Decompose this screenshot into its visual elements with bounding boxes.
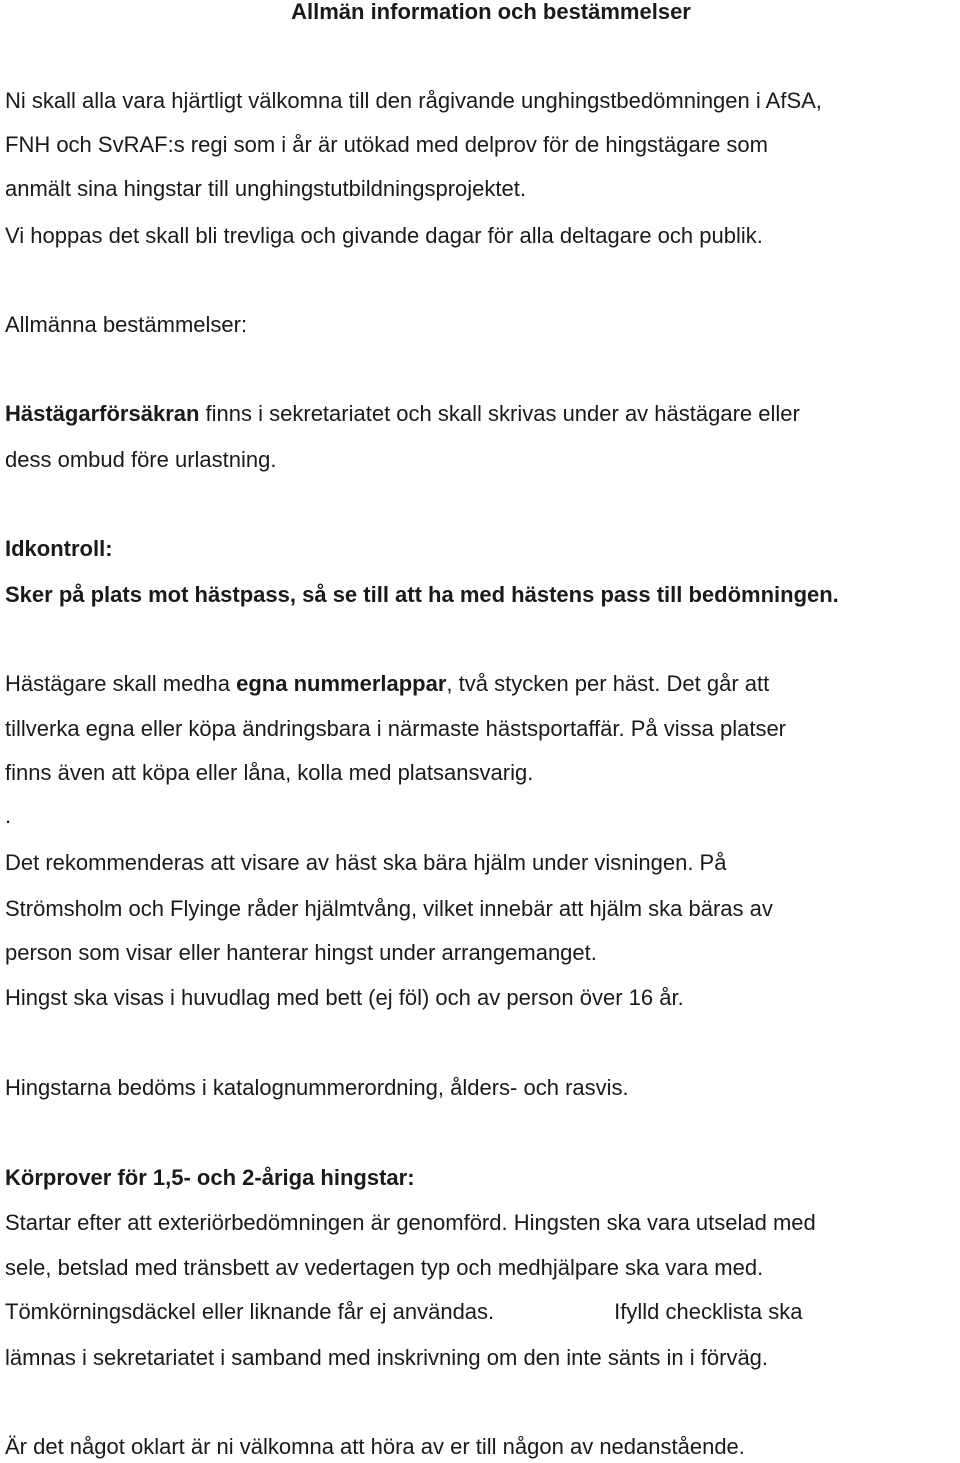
numbers-dot: .	[5, 803, 12, 828]
helmet-line: person som visar eller hanterar hingst under arrangemanget.	[5, 940, 597, 965]
insurance-line	[5, 400, 800, 428]
driving-line: sele, betslad med tränsbett av vedertagen typ och medhjälpare ska vara med.	[5, 1255, 764, 1280]
driving-line-3	[5, 1298, 802, 1326]
numbers-line-2: tillverka egna eller köpa ändringsbara i närmaste hästsportaffär. På vissa platser	[5, 716, 787, 741]
helmet-line: Strömsholm och Flyinge råder hjälmtvång, vilket innebär att hjälm ska bäras av	[5, 896, 773, 921]
driving-line-3b: Ifylld checklista ska	[614, 1299, 803, 1324]
intro-line: Vi hoppas det skall bli trevliga och givande dagar för alla deltagare och publik.	[5, 223, 763, 248]
id-control-heading: Idkontroll:	[5, 536, 113, 561]
helmet-line: Det rekommenderas att visare av häst ska bära hjälm under visningen. På	[5, 850, 727, 875]
insurance-line-2: dess ombud före urlastning.	[5, 447, 277, 472]
helmet-line: Hingst ska visas i huvudlag med bett (ej föl) och av person över 16 år.	[5, 985, 684, 1010]
order-text: Hingstarna bedöms i katalognummerordning, ålders- och rasvis.	[5, 1075, 629, 1100]
driving-line: Startar efter att exteriörbedömningen är genomförd. Hingsten ska vara utselad med	[5, 1210, 816, 1235]
general-heading: Allmänna bestämmelser:	[5, 312, 248, 337]
numbers-line-3: finns även att köpa eller låna, kolla med platsansvarig.	[5, 760, 534, 785]
driving-heading: Körprover för 1,5- och 2-åriga hingstar:	[5, 1165, 415, 1190]
closing-text: Är det något oklart är ni välkomna att höra av er till någon av nedanstående.	[5, 1434, 745, 1459]
intro-line: FNH och SvRAF:s regi som i år är utökad med delprov för de hingstägare som	[5, 132, 768, 157]
intro-line: anmält sina hingstar till unghingstutbildningsprojektet.	[5, 176, 526, 201]
numbers-post: , två stycken per häst. Det går att	[446, 671, 770, 696]
insurance-term: Hästägarförsäkran	[5, 401, 200, 426]
numbers-term: egna nummerlappar	[236, 671, 447, 696]
driving-line: lämnas i sekretariatet i samband med inskrivning om den inte sänts in i förväg.	[5, 1345, 769, 1370]
numbers-pre: Hästägare skall medha	[5, 671, 237, 696]
driving-line-3a: Tömkörningsdäckel eller liknande får ej användas.	[5, 1299, 495, 1324]
insurance-text: finns i sekretariatet och skall skrivas under av hästägare eller	[199, 401, 800, 426]
numbers-line	[5, 670, 769, 698]
page-title: Allmän information och bestämmelser	[291, 0, 691, 24]
intro-line: Ni skall alla vara hjärtligt välkomna till den rågivande unghingstbedömningen i AfSA,	[5, 88, 822, 113]
id-control-text: Sker på plats mot hästpass, så se till att ha med hästens pass till bedömningen.	[5, 582, 839, 607]
